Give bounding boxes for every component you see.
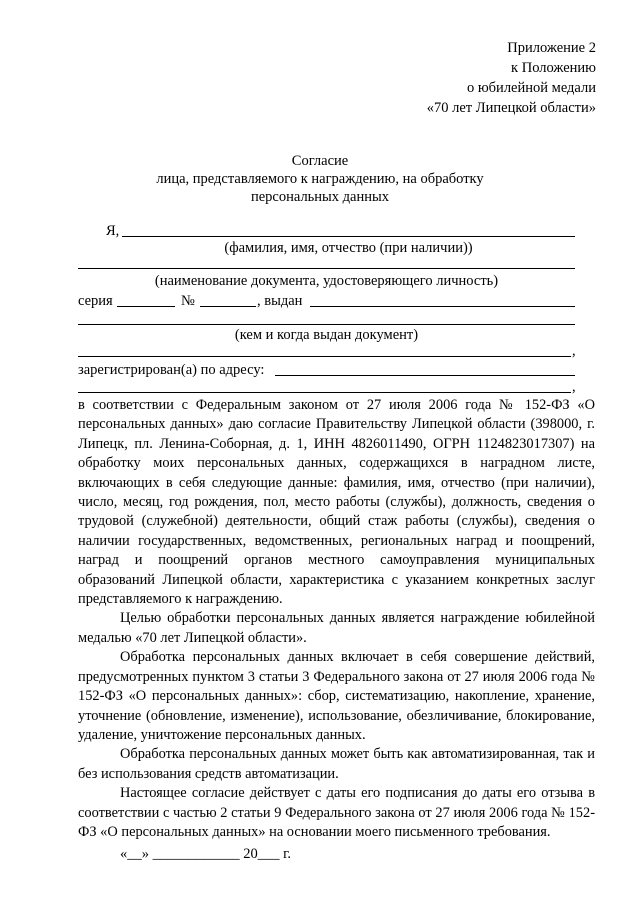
title-line-2: лица, представляемого к награждению, на обработку [156, 171, 484, 187]
appendix-header [427, 38, 596, 118]
issued-by-hint: (кем и когда выдан документ) [234, 327, 419, 343]
consent-paragraph-1: в соответствии с Федеральным законом от 27 июля 2006 года № 152-ФЗ «О персональных данных» даю согласие Правительству Липецкой области (398000, г. Липецк, пл. Ленина-Соборная, д. 1, ИНН 4826011490, ОГРН 1124823017307) на обработку моих персональных данных, содержащихся в наградном листе, включающих в себя следующие данные: фамилия, имя, отчество (при наличии), число, месяц, год рождения, пол, место работы (службы), должность, сведения о трудовой (служебной) деятельности, общий стаж работы (службы), сведения о наличии государственных, ведомственных, региональных наград и поощрений, наград и поощрений органов местного самоуправления муниципальных образований Липецкой области, характеристика с указанием конкретных заслуг представляемого к награждению. [78, 397, 595, 608]
series-label: серия [78, 293, 113, 309]
consent-paragraph-5: Настоящее согласие действует с даты его подписания до даты его отзыва в соответствии с частью 2 статьи 9 Федерального закона от 27 июля 2006 года № 152-ФЗ «О персональных данных» на основании моего письменного требования. [78, 785, 595, 840]
address-field-line[interactable] [275, 375, 575, 376]
address-continuation-line[interactable] [78, 392, 571, 393]
appendix-line-3: о юбилейной медали [466, 80, 596, 96]
id-document-hint: (наименование документа, удостоверяющего личность) [154, 273, 499, 289]
issued-field-line[interactable] [310, 306, 575, 307]
consent-paragraph-4: Обработка персональных данных может быть как автоматизированная, так и без использования средств автоматизации. [78, 746, 595, 782]
consent-paragraph-3: Обработка персональных данных включает в себя совершение действий, предусмотренных пунктом 3 статьи 3 Федерального закона от 27 июля 2006 года № 152-ФЗ «О персональных данных»: сбор, систематизацию, накопление, хранение, уточнение (обновление, изменение), использование, обезличивание, блокирование, удаление, уничтожение персональных данных. [78, 649, 595, 743]
consent-paragraph-2: Целью обработки персональных данных является награждение юбилейной медалью «70 лет Липецкой области». [78, 610, 595, 646]
appendix-line-1: Приложение 2 [507, 40, 596, 56]
signature-date-line[interactable]: «__» ____________ 20___ г. [120, 846, 292, 862]
issued-by-continuation-line[interactable] [78, 356, 571, 357]
consent-body [78, 396, 595, 842]
issued-by-field-line[interactable] [78, 324, 575, 325]
comma-1: , [572, 343, 576, 359]
i-label: Я, [106, 223, 120, 239]
series-field-line[interactable] [117, 306, 175, 307]
appendix-line-2: к Положению [511, 60, 596, 76]
document-title [0, 152, 640, 206]
number-field-line[interactable] [200, 306, 256, 307]
fio-field-line[interactable] [122, 236, 575, 237]
id-document-field-line[interactable] [78, 268, 575, 269]
title-line-1: Согласие [291, 153, 349, 169]
comma-2: , [572, 379, 576, 395]
fio-hint: (фамилия, имя, отчество (при наличии)) [224, 240, 473, 256]
registered-label: зарегистрирован(а) по адресу: [78, 362, 265, 378]
number-label: № [181, 293, 195, 309]
title-line-3: персональных данных [250, 189, 389, 205]
appendix-line-4: «70 лет Липецкой области» [426, 100, 596, 116]
issued-label: , выдан [257, 293, 303, 309]
